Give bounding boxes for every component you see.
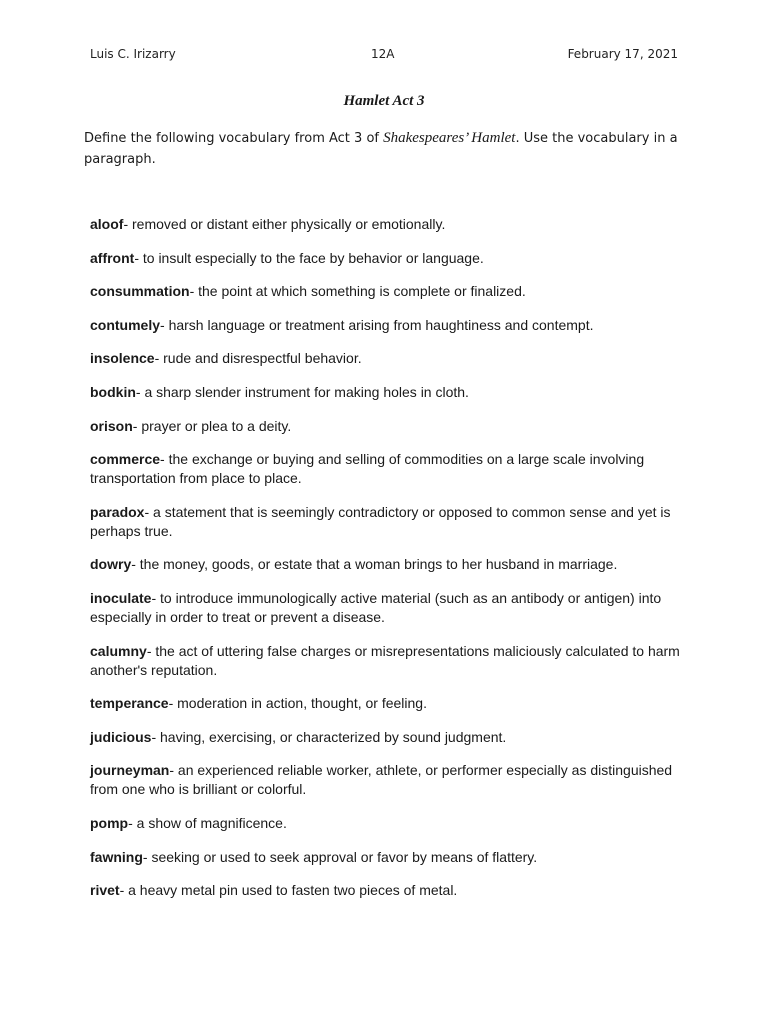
vocab-entry [90,694,690,713]
vocab-definition: - a statement that is seemingly contradictory or opposed to common sense and yet is perhaps true. [90,503,671,539]
vocab-definition: - harsh language or treatment arising from haughtiness and contempt. [160,316,594,333]
vocab-definition: - removed or distant either physically or emotionally. [123,216,446,232]
vocab-definition: - the act of uttering false charges or misrepresentations maliciously calculated to harm another's reputation. [90,642,680,678]
vocab-definition: - a show of magnificence. [128,814,287,831]
vocab-entry [90,215,690,234]
vocab-entry [90,589,690,627]
vocab-entry [90,417,690,436]
vocab-term: judicious [90,728,152,745]
vocab-term: rivet [90,882,120,899]
vocab-entry [90,728,690,747]
vocab-definition: - rude and disrespectful behavior. [154,350,362,367]
class-label: 12A [371,47,395,61]
vocab-entry [90,450,690,488]
vocabulary-list [90,215,690,915]
vocab-entry [90,383,690,402]
vocab-term: contumely [90,316,161,333]
vocab-definition: - seeking or used to seek approval or favor by means of flattery. [142,848,538,865]
vocab-term: consummation [90,283,190,300]
vocab-entry [90,282,690,301]
vocab-definition: - a sharp slender instrument for making holes in cloth. [135,383,469,400]
instructions [84,128,684,170]
vocab-definition: - a heavy metal pin used to fasten two pieces of metal. [119,882,458,899]
vocab-entry [90,642,690,680]
vocab-term: aloof [90,216,124,232]
vocab-definition: - to insult especially to the face by behavior or language. [134,249,484,266]
vocab-definition: - an experienced reliable worker, athlete, or performer especially as distinguished from one who is brilliant or colorful. [90,762,673,798]
instructions-text-end: . Use the vocabulary in a paragraph. [84,131,678,167]
vocab-definition: - the point at which something is complete or finalized. [189,283,526,300]
vocab-entry [90,503,690,541]
vocab-term: paradox [90,503,145,520]
vocab-entry [90,555,690,574]
instructions-text: Define the following vocabulary from Act 3 of [84,131,384,146]
vocab-term: commerce [90,451,161,468]
vocab-entry [90,848,690,867]
page-header [90,47,678,65]
vocab-definition: - prayer or plea to a deity. [132,417,292,434]
vocab-term: calumny [90,642,147,659]
vocab-term: journeyman [90,762,170,779]
vocab-term: pomp [90,814,129,831]
vocab-term: fawning [90,848,143,865]
vocab-term: dowry [90,556,132,573]
vocab-entry [90,249,690,268]
document-title: Hamlet Act 3 [343,93,425,109]
vocab-term: bodkin [90,383,136,400]
vocab-definition: - moderation in action, thought, or feeling. [168,695,427,712]
vocab-definition: - to introduce immunologically active material (such as an antibody or antigen) into especially in order to treat or prevent a disease. [90,589,662,625]
author-name: Luis C. Irizarry [90,47,176,61]
vocab-entry [90,814,690,833]
vocab-entry [90,349,690,368]
vocab-entry [90,316,690,335]
vocab-term: insolence [90,350,155,367]
vocab-entry [90,881,690,900]
vocab-entry [90,761,690,799]
date-label: February 17, 2021 [567,47,678,61]
vocab-term: inoculate [90,589,152,606]
vocab-definition: - the exchange or buying and selling of commodities on a large scale involving transportation from place to place. [90,451,645,487]
play-title: Shakespeares’ Hamlet [383,130,516,146]
vocab-term: affront [90,249,135,266]
vocab-term: temperance [90,695,169,712]
vocab-definition: - the money, goods, or estate that a woman brings to her husband in marriage. [131,556,618,573]
vocab-definition: - having, exercising, or characterized by sound judgment. [151,728,507,745]
vocab-term: orison [90,417,133,434]
